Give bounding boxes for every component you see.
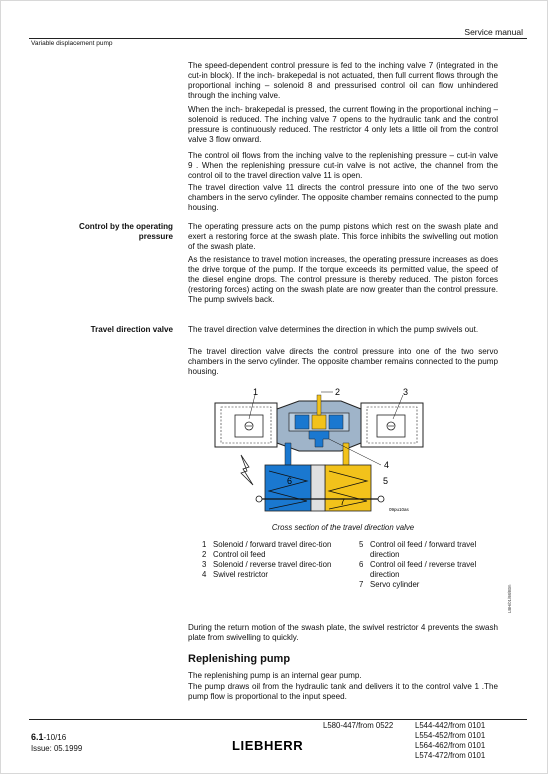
figure-caption: Cross section of the travel direction valve (271, 523, 415, 532)
electrical-signal-icon (241, 455, 253, 485)
callout-3: 3 (403, 387, 409, 397)
servo-piston (311, 465, 325, 511)
legend-item: 6 Control oil feed / reverse travel direction (359, 560, 477, 580)
header-subtitle: Variable displacement pump (31, 40, 113, 47)
legend-left (202, 540, 345, 580)
legend-item: 2 Control oil feed (202, 550, 266, 560)
callout-2: 2 (335, 387, 341, 397)
side-heading-control-by-operating-pressure: Control by the operating pressure (79, 222, 173, 242)
callout-5: 5 (383, 476, 389, 486)
legend-item: 3 Solenoid / reverse travel direc-tion (202, 560, 332, 570)
section-title-replenishing-pump: Replenishing pump (188, 653, 291, 665)
paragraph-pump-draws-oil: The pump draws oil from the hydraulic tank and delivers it to the control valve 1 .The pump flow is proportional to the input speed. (188, 682, 498, 702)
side-reference-code: LBH/01/98/Btm (507, 584, 512, 613)
model-applicability-primary: L580-447/from 0522 (323, 721, 394, 730)
paragraph-control-oil-flow: The control oil flows from the inching valve to the replenishing pressure – cut-in valve 9 . When the replenishing pressure cut-in valve is not active, the channel from the control oil to the travel direction valve 11 is open. (188, 151, 498, 181)
legend-item: 1 Solenoid / forward travel direc-tion (202, 540, 332, 549)
callout-1: 1 (253, 387, 259, 397)
paragraph-valve-directs: The travel direction valve directs the control pressure into one of the two servo chambers in the servo cylinder. The opposite chamber remains connected to the pump housing. (188, 347, 498, 377)
legend-item: 7 Servo cylinder (359, 580, 420, 590)
paragraph-operating-pressure: The operating pressure acts on the pump pistons which rest on the swash plate and exert a restoring force at the swash plate. This force inhibits the swivelling out motion of the swash plate. (188, 222, 498, 252)
control-oil-feed-channel (317, 395, 321, 415)
paragraph-travel-valve-directs: The travel direction valve 11 directs the control pressure into one of the two servo chambers in the servo cylinder. The opposite chamber remains connected to the pump housing. (188, 183, 498, 213)
paragraph-gear-pump: The replenishing pump is an internal gear pump. (188, 671, 362, 680)
legend-item: 5 Control oil feed / forward travel direction (359, 540, 477, 560)
page-number: 6.1-10/16 (31, 732, 67, 742)
figure-code: 09pu10as (389, 507, 409, 512)
callout-7: 7 (340, 497, 346, 507)
header-rule (29, 38, 527, 39)
liebherr-logo (232, 738, 344, 752)
footer-rule (29, 719, 527, 720)
model-applicability-list: L544-442/from 0101 L554-452/from 0101 L564-462/from 0101 L574-472/from 0101 (415, 721, 486, 761)
travel-direction-valve-diagram (211, 385, 427, 519)
callout-4: 4 (384, 460, 390, 470)
paragraph-inching-pressed: When the inch- brakepedal is pressed, the current flowing in the proportional inching – solenoid is reduced. The inching valve 7 opens to the hydraulic tank and the control pressure is continuously reduced. The restrictor 4 only lets a little oil from the control valve 3 flow onward. (188, 105, 498, 145)
side-heading-travel-direction-valve: Travel direction valve (90, 325, 173, 334)
paragraph-valve-determines: The travel direction valve determines the direction in which the pump swivels out. (188, 325, 479, 334)
legend-right (359, 540, 502, 590)
paragraph-return-motion: During the return motion of the swash plate, the swivel restrictor 4 prevents the swash plate from swivelling to quickly. (188, 623, 498, 643)
legend-item: 4 Swivel restrictor (202, 570, 269, 580)
paragraph-inching-feed: The speed-dependent control pressure is fed to the inching valve 7 (integrated in the cut-in block). If the inch- brakepedal is not actuated, then full current flows through the proportional inching – solenoid 8 and pressurised control oil can flow unhindered through the inching valve. (188, 61, 498, 101)
paragraph-resistance: As the resistance to travel motion increases, the operating pressure increases as does the drive torque of the pump. If the torque exceeds its permitted value, the speed of the diesel engine drops. The control pressure is thereby reduced. The piston forces (restoring forces) acting on the swash plate are now greater than the control pressure. The pump swivels back. (188, 255, 498, 305)
header-title: Service manual (464, 27, 523, 37)
issue-date: Issue: 05.1999 (31, 744, 83, 753)
logo-wordmark: LIEBHERR (232, 738, 304, 752)
callout-6: 6 (287, 476, 293, 486)
